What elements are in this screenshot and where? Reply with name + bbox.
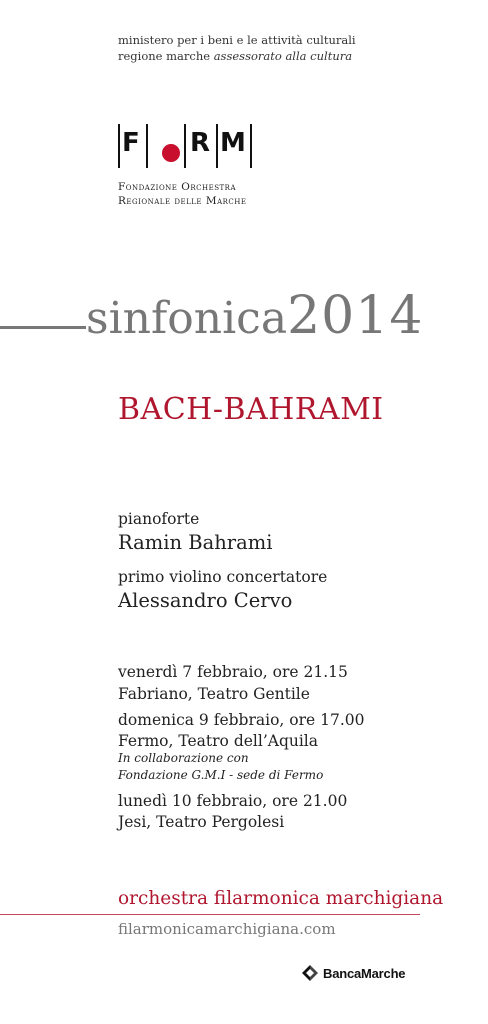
- performer-role: primo violino concertatore: [118, 568, 328, 586]
- date-when: venerdì 7 febbraio, ore 21.15: [118, 663, 348, 681]
- date-note: Fondazione G.M.I - sede di Fermo: [118, 768, 324, 782]
- date-note: In collaborazione con: [118, 751, 249, 765]
- form-logo: [118, 122, 258, 172]
- bancamarche-logo: [300, 960, 405, 986]
- date-venue: Fabriano, Teatro Gentile: [118, 685, 310, 703]
- fondazione-line-2: Regionale delle Marche: [118, 195, 247, 207]
- orchestra-name: orchestra filarmonica marchigiana: [118, 888, 444, 909]
- orchestra-rule: [0, 914, 420, 915]
- fondazione-name: [118, 180, 247, 208]
- bancamarche-icon: [300, 963, 320, 983]
- title-rule: [0, 326, 86, 329]
- logo-bar: [184, 124, 186, 168]
- performer-name: Ramin Bahrami: [118, 531, 273, 554]
- fondazione-line-1: Fondazione Orchestra: [118, 181, 236, 193]
- logo-letter-r: R: [190, 128, 211, 158]
- logo-bar: [118, 124, 120, 168]
- logo-bar: [216, 124, 218, 168]
- concert-title: BACH-BAHRAMI: [118, 392, 384, 427]
- logo-bar: [146, 124, 148, 168]
- website-link[interactable]: filarmonicamarchigiana.com: [118, 920, 336, 938]
- logo-letter-m: M: [220, 128, 246, 158]
- logo-red-dot: [162, 144, 180, 162]
- performer-role: pianoforte: [118, 510, 200, 528]
- date-venue: Jesi, Teatro Pergolesi: [118, 813, 285, 831]
- season-title: [86, 286, 423, 349]
- date-when: lunedì 10 febbraio, ore 21.00: [118, 792, 348, 810]
- logo-bar: [250, 124, 252, 168]
- date-venue: Fermo, Teatro dell’Aquila: [118, 732, 319, 750]
- season-year: 2014: [287, 286, 424, 346]
- logo-letter-f: F: [122, 128, 140, 158]
- bancamarche-name: BancaMarche: [323, 965, 406, 981]
- performer-name: Alessandro Cervo: [118, 589, 293, 612]
- ministry-line: ministero per i beni e le attività culturali: [118, 33, 356, 47]
- region-line: [118, 48, 352, 64]
- date-when: domenica 9 febbraio, ore 17.00: [118, 711, 365, 729]
- assessorato-label: assessorato alla cultura: [213, 49, 353, 63]
- region-label: regione marche: [118, 49, 214, 63]
- season-word: sinfonica: [86, 293, 288, 344]
